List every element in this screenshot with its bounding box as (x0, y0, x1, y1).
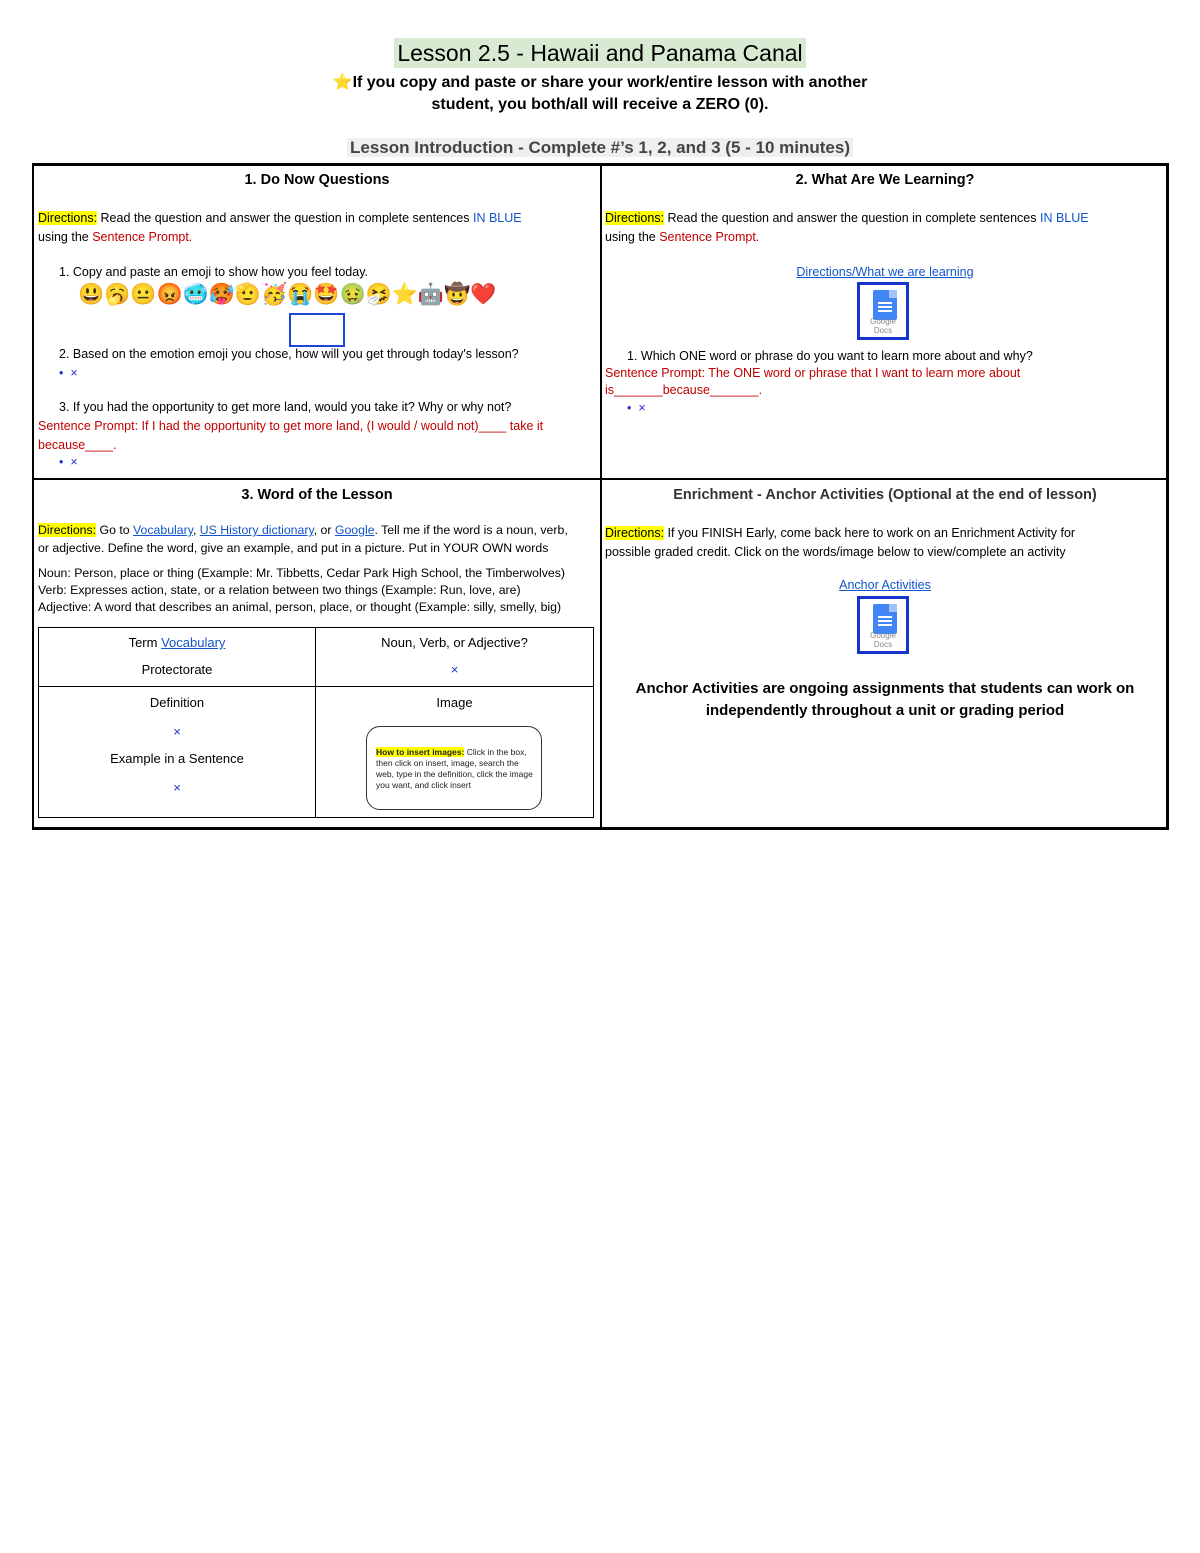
vocabulary-link[interactable]: Vocabulary (133, 523, 193, 537)
definition-cell[interactable] (39, 687, 316, 818)
question-2: 2. Based on the emotion emoji you chose, how will you get through today's lesson? (59, 347, 519, 361)
doc-page-shape (873, 290, 897, 320)
learning-prompt (605, 365, 1165, 399)
image-hint-text: Click in the box, then click on insert, image, search the web, type in the definition, click the image you want, and click insert (376, 747, 533, 790)
go-to-text: Go to (96, 523, 134, 537)
comma-text: , (192, 523, 200, 537)
bullet-icon: • (59, 366, 64, 380)
google-docs-icon[interactable] (857, 282, 909, 340)
using-the-text: using the (605, 230, 660, 244)
term-value: Protectorate (141, 662, 213, 677)
q3-prompt-line-1: Sentence Prompt: If I had the opportunity to get more land, (I would / would not)____ take it (38, 419, 544, 433)
answer-2-bullet[interactable] (59, 364, 78, 383)
directions-text: If you FINISH Early, come back here to work on an Enrichment Activity for (664, 526, 1076, 540)
google-link[interactable]: Google (334, 523, 375, 537)
anchor-activities-link[interactable]: Anchor Activities (839, 578, 931, 592)
directions-line-2: possible graded credit. Click on the words/image below to view/complete an activity (605, 545, 1066, 559)
directions-line-2: or adjective. Define the word, give an example, and put in a picture. Put in YOUR OWN words (38, 541, 549, 555)
sentence-prompt-label: Sentence Prompt. (659, 230, 760, 244)
answer-x-icon: × (70, 455, 78, 469)
directions-rest: . Tell me if the word is a noun, verb, (374, 523, 568, 537)
insert-image-box[interactable] (366, 726, 542, 810)
doc-line (878, 620, 892, 622)
directions-label: Directions: (605, 526, 665, 540)
directions-learning-link[interactable]: Directions/What we are learning (796, 265, 974, 279)
warning-line-2: student, you both/all will receive a ZERO (0). (431, 96, 769, 113)
question-3: 3. If you had the opportunity to get more land, would you take it? Why or why not? (59, 400, 512, 414)
doc-line (878, 624, 892, 626)
answer-x-icon: × (70, 366, 78, 380)
lesson-intro-heading (0, 138, 1200, 158)
learning-prompt-line-1: Sentence Prompt: The ONE word or phrase that I want to learn more about (605, 366, 1021, 380)
sentence-prompt-label: Sentence Prompt. (92, 230, 193, 244)
directions-label: Directions: (38, 523, 97, 537)
lesson-intro-text: Lesson Introduction - Complete #’s 1, 2, and 3 (5 - 10 minutes) (347, 138, 853, 157)
or-text: , or (313, 523, 335, 537)
question-1: 1. Copy and paste an emoji to show how you feel today. (59, 265, 368, 279)
directions-text: Read the question and answer the question in complete sentences (664, 211, 1040, 225)
bullet-icon: • (627, 401, 632, 415)
grid-horizontal-divider (32, 478, 1169, 480)
insert-image-hint (376, 747, 536, 791)
parts-of-speech-definitions (38, 565, 598, 616)
directions-label: Directions: (605, 211, 665, 225)
part-of-speech-label: Noun, Verb, or Adjective? (381, 635, 528, 650)
enrichment-title: Enrichment - Anchor Activities (Optional at the end of lesson) (673, 487, 1097, 503)
doc-line (878, 302, 892, 304)
warning-text (0, 72, 1200, 116)
doc-line (878, 310, 892, 312)
definition-answer: × (173, 724, 181, 739)
term-cell[interactable] (39, 628, 316, 687)
term-label: Term (128, 635, 162, 650)
verb-definition: Verb: Expresses action, state, or a relation between two things (Example: Run, love, are) (38, 583, 521, 597)
learning-directions (605, 209, 1165, 247)
bullet-icon: • (59, 455, 64, 469)
in-blue-text: IN BLUE (1040, 211, 1089, 225)
word-directions (38, 521, 598, 557)
image-label: Image (436, 695, 473, 710)
doc-caption: Google Docs (870, 631, 896, 649)
image-hint-bold: How to insert images: (376, 747, 465, 757)
adjective-definition: Adjective: A word that describes an animal, person, place, or thought (Example: silly, smelly, big) (38, 600, 562, 614)
question-3-prompt (38, 417, 598, 455)
part-of-speech-answer: × (450, 662, 459, 677)
answer-3-bullet[interactable] (59, 453, 78, 472)
doc-line (878, 306, 892, 308)
term-vocabulary-link[interactable]: Vocabulary (161, 635, 226, 650)
answer-x-icon: × (638, 401, 646, 415)
google-docs-icon[interactable] (857, 596, 909, 654)
do-now-directions (38, 209, 598, 247)
directions-text: Read the question and answer the question in complete sentences (97, 211, 473, 225)
definition-label: Definition (149, 695, 205, 710)
using-the-text: using the (38, 230, 93, 244)
emoji-answer-box[interactable] (289, 313, 345, 347)
lesson-title: Lesson 2.5 - Hawaii and Panama Canal (394, 38, 805, 68)
example-answer: × (173, 780, 181, 795)
in-blue-text: IN BLUE (473, 211, 522, 225)
lesson-title-wrap (0, 38, 1200, 68)
do-now-title: 1. Do Now Questions (244, 172, 390, 188)
word-of-lesson-title: 3. Word of the Lesson (241, 487, 393, 503)
anchor-activities-note: Anchor Activities are ongoing assignments that students can work on independently throughout a unit or grading period (635, 680, 1135, 719)
doc-page-shape (873, 604, 897, 634)
noun-definition: Noun: Person, place or thing (Example: Mr. Tibbetts, Cedar Park High School, the Timberwolves) (38, 566, 565, 580)
example-label: Example in a Sentence (110, 751, 244, 766)
enrichment-directions (605, 524, 1165, 562)
part-of-speech-cell[interactable] (316, 628, 594, 687)
learning-prompt-line-2: is_______because_______. (605, 383, 763, 397)
directions-label: Directions: (38, 211, 98, 225)
learning-answer-bullet[interactable] (627, 399, 646, 418)
doc-caption: Google Docs (870, 317, 896, 335)
emoji-row: 😃🥱😐😡🥶🥵🫡🥳😭🤩🤢🤧⭐🤖🤠❤️ (78, 283, 497, 306)
doc-line (878, 616, 892, 618)
what-are-we-learning-title: 2. What Are We Learning? (795, 172, 975, 188)
learning-question-1: 1. Which ONE word or phrase do you want to learn more about and why? (627, 349, 1033, 363)
warning-line-1: ⭐If you copy and paste or share your work/entire lesson with another (332, 74, 868, 91)
q3-prompt-line-2: because____. (38, 438, 117, 452)
us-history-dictionary-link[interactable]: US History dictionary (199, 523, 314, 537)
